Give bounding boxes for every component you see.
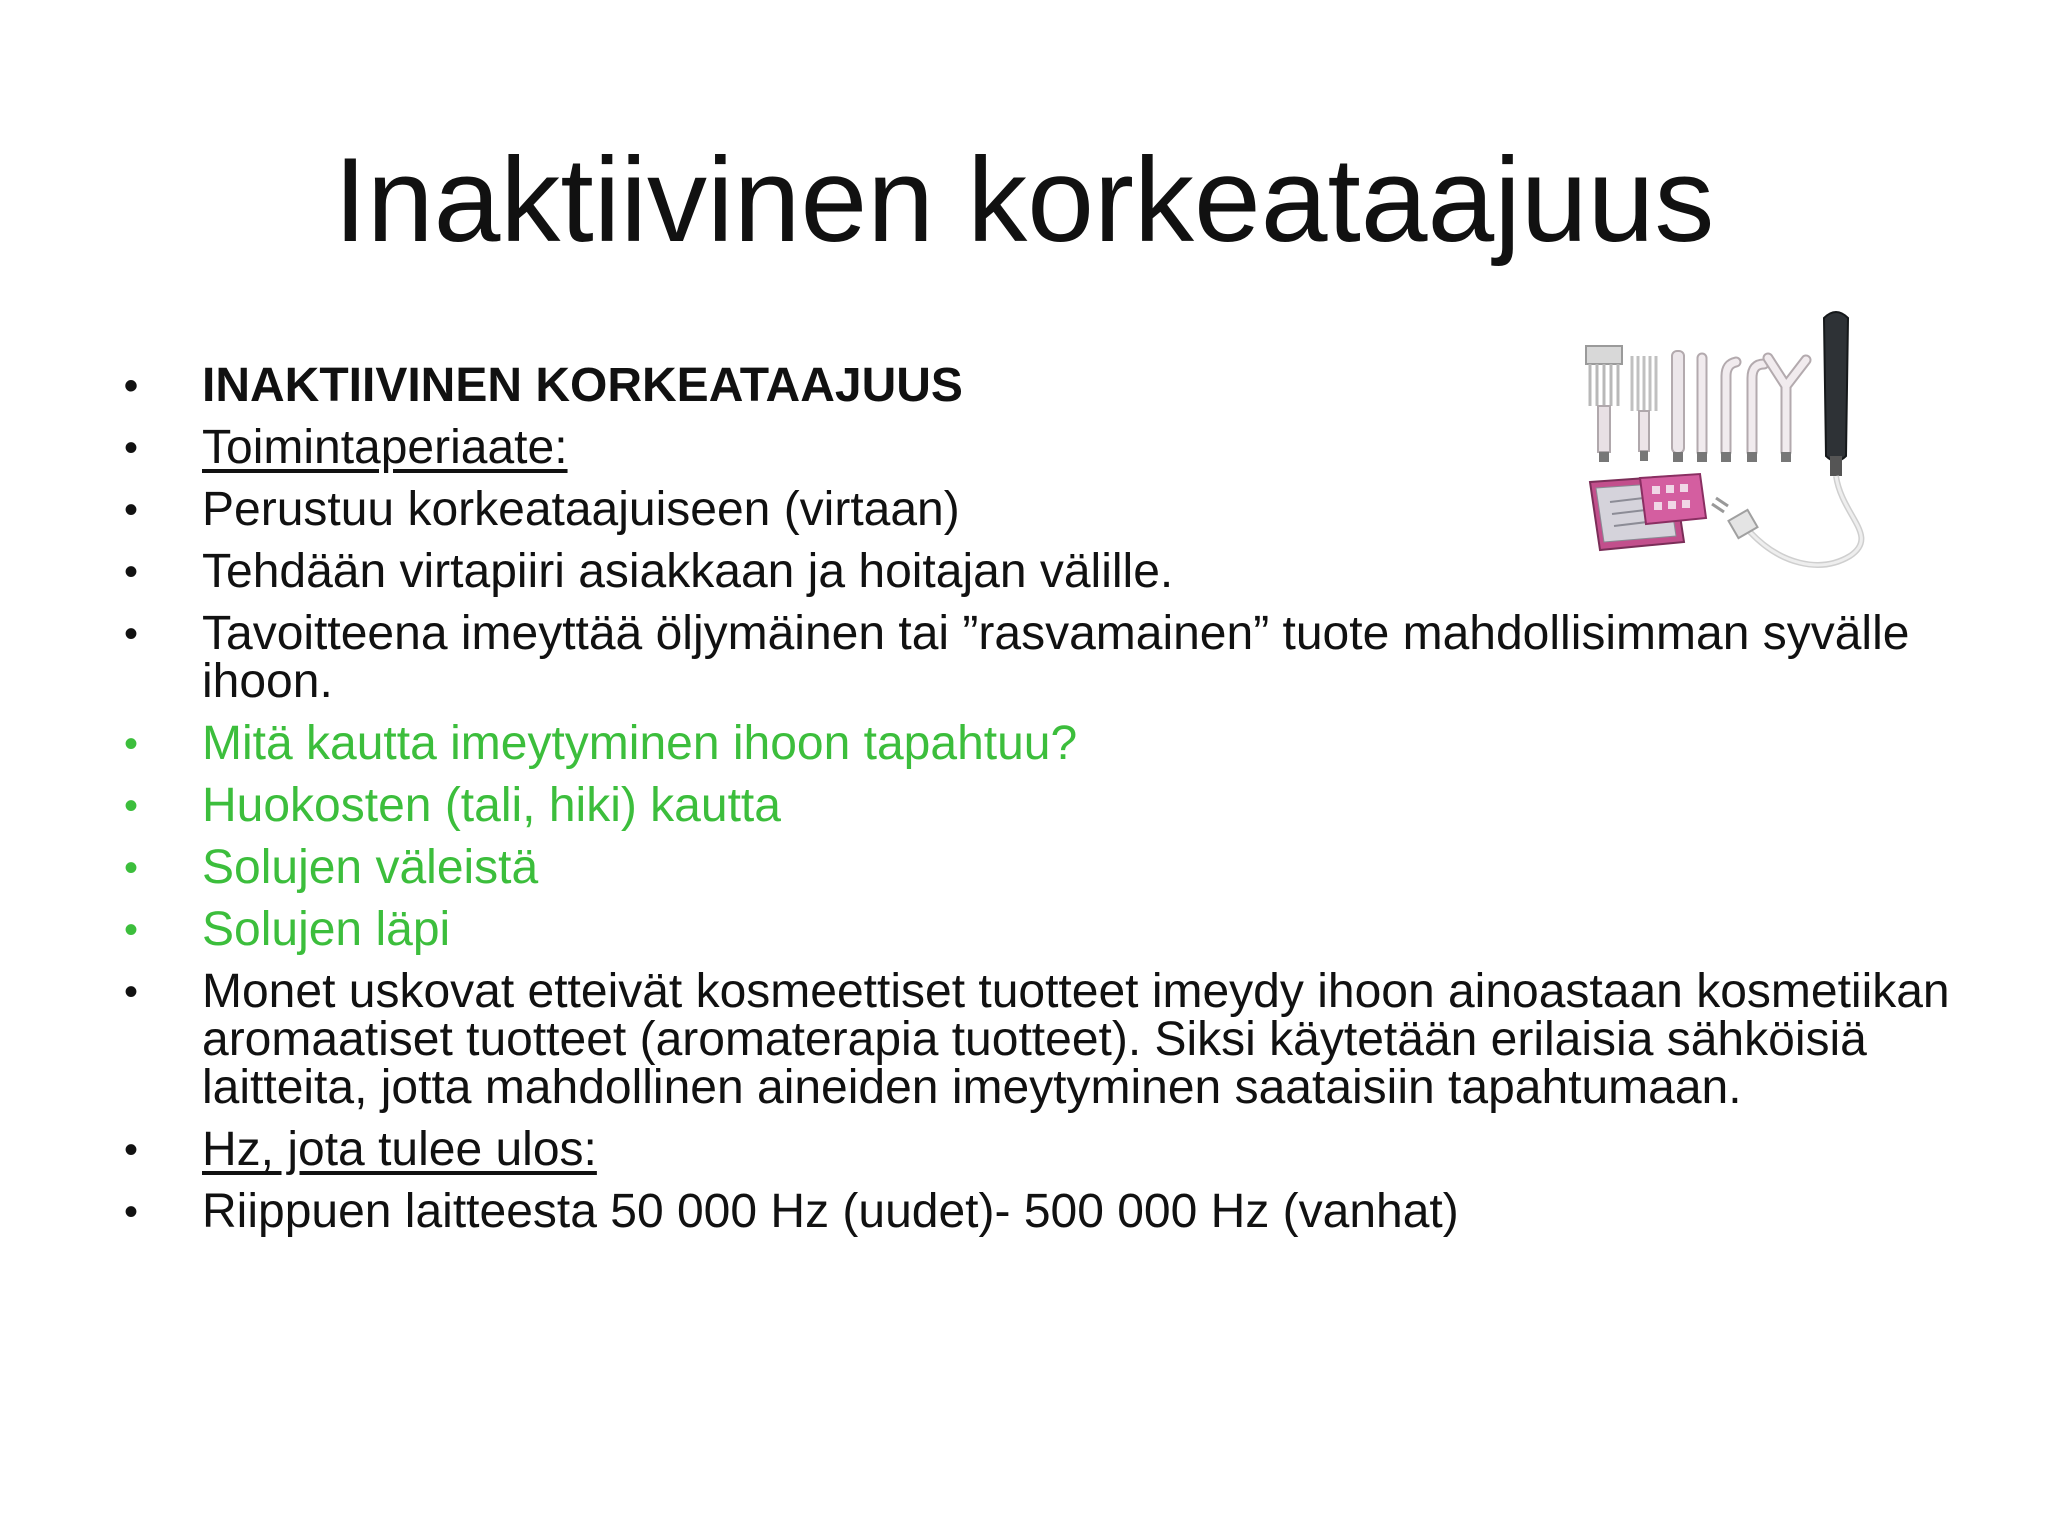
bullet-icon: • bbox=[124, 970, 139, 1014]
bullet-item bbox=[120, 903, 1970, 956]
bullet-item bbox=[120, 1123, 1970, 1176]
bullet-icon: • bbox=[124, 488, 139, 532]
bullet-text: Monet uskovat etteivät kosmeettiset tuotteet imeydy ihoon ainoastaan kosmetiikan aromaatiset tuotteet (aromaterapia tuotteet). Siksi käytetään erilaisia sähköisiä laitteita, jotta mahdollinen aineiden imeytyminen saataisiin tapahtumaan. bbox=[202, 965, 1950, 1114]
bullet-text: Mitä kautta imeytyminen ihoon tapahtuu? bbox=[202, 717, 1078, 770]
slide-title: Inaktiivinen korkeataajuus bbox=[333, 133, 1715, 267]
bullet-item bbox=[120, 359, 1970, 412]
bullet-item bbox=[120, 717, 1970, 770]
bullet-icon: • bbox=[124, 846, 139, 890]
bullet-item bbox=[120, 779, 1970, 832]
bullet-item bbox=[120, 607, 1970, 708]
bullet-text: Solujen väleistä bbox=[202, 841, 539, 894]
bullet-icon: • bbox=[124, 1128, 139, 1172]
bullet-text: Tavoitteena imeyttää öljymäinen tai ”rasvamainen” tuote mahdollisimman syvälle ihoon. bbox=[202, 607, 1910, 708]
bullet-item bbox=[120, 965, 1970, 1114]
bullet-text: Huokosten (tali, hiki) kautta bbox=[202, 779, 781, 832]
bullet-item bbox=[120, 545, 1970, 598]
bullet-text: Solujen läpi bbox=[202, 903, 451, 956]
bullet-icon: • bbox=[124, 784, 139, 828]
bullet-item bbox=[120, 1185, 1970, 1238]
bullet-text: Hz, jota tulee ulos: bbox=[202, 1123, 597, 1176]
bullet-icon: • bbox=[124, 426, 139, 470]
bullet-item bbox=[120, 483, 1970, 536]
bullet-item bbox=[120, 421, 1970, 474]
bullet-icon: • bbox=[124, 908, 139, 952]
bullet-icon: • bbox=[124, 722, 139, 766]
bullet-text: INAKTIIVINEN KORKEATAAJUUS bbox=[202, 359, 963, 412]
bullet-icon: • bbox=[124, 550, 139, 594]
bullet-text: Toimintaperiaate: bbox=[202, 421, 568, 474]
bullet-text: Riippuen laitteesta 50 000 Hz (uudet)- 500 000 Hz (vanhat) bbox=[202, 1185, 1459, 1238]
bullet-text: Perustuu korkeataajuiseen (virtaan) bbox=[202, 483, 960, 536]
bullet-text: Tehdään virtapiiri asiakkaan ja hoitajan välille. bbox=[202, 545, 1174, 598]
bullet-item bbox=[120, 841, 1970, 894]
bullet-icon: • bbox=[124, 364, 139, 408]
bullet-list bbox=[120, 359, 1970, 1250]
bullet-icon: • bbox=[124, 1190, 139, 1234]
bullet-icon: • bbox=[124, 612, 139, 656]
